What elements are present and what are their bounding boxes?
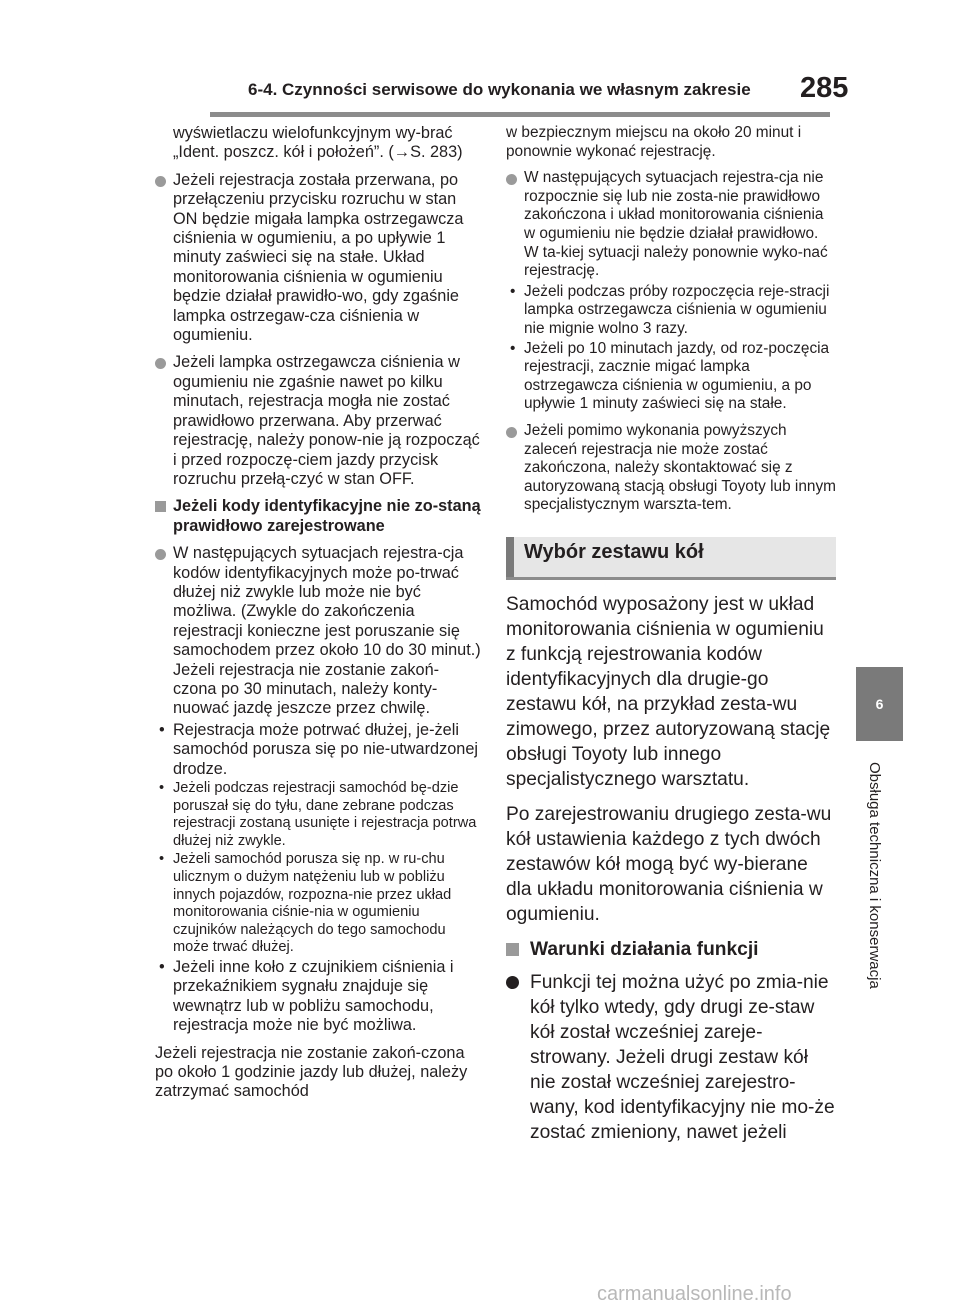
bullet-dot-icon: • [159,957,165,976]
bullet-dot-icon: • [159,851,165,868]
bullet-item [155,958,481,1036]
circle-bullet-icon [506,976,519,989]
chapter-tab[interactable] [856,667,903,741]
page-header-title: 6-4. Czynności serwisowe do wykonania we własnym zakresie [248,80,751,99]
paragraph-text: Jeżeli lampka ostrzegawcza ciśnienia w ogumieniu nie zgaśnie nawet po kilku minutach, rejestracja mogła nie zostać prawidłowo przerwana. Aby przerwać rejestrację, należy ponow-nie ją rozpocząć i przed rozpoczę-ciem jazdy przycisk rozruchu przełą-czyć w stan OFF. [173,353,480,488]
dot-paragraph [506,169,836,281]
square-bullet-icon [506,943,519,956]
chapter-side-label: Obsługa techniczna i konserwacja [866,762,883,989]
section-title-box [506,537,836,580]
paragraph-text: Jeżeli pomimo wykonania powyższych zaleceń rejestracja nie może zostać zakończona, należy skontaktować się z autoryzowaną stacją obsługi Toyoty lub innym specjalistycznym warszta-tem. [524,421,836,514]
left-column [155,124,481,1110]
chapter-tab-number: 6 [875,696,884,712]
bullet-item [155,851,481,957]
bullet-text: Rejestracja może potrwać dłużej, je-żeli samochód porusza się po nie-utwardzonej drodze. [173,720,478,778]
subsection-heading [155,497,481,536]
right-column [506,124,836,1145]
circle-bullet-icon [155,358,166,369]
header-rule [210,112,830,117]
bullet-text: Jeżeli podczas rejestracji samochód bę-dzie poruszał się do tyłu, dane zebrane podczas rejestracji zostaną usunięte i rejestracja potrwa dłużej niż zwykle. [173,780,477,849]
paragraph-continuation: Jeżeli rejestracja nie zostanie zakoń-czona po 30 minutach, należy konty-nuować jazdę jeszcze przez chwilę. [173,660,440,718]
watermark: carmanualsonline.info [597,1283,792,1305]
bullet-item [506,283,836,339]
subsection-heading [506,937,836,962]
paragraph-text: W następujących sytuacjach rejestra-cja kodów identyfikacyjnych może po-trwać dłużej niż zwykle lub może nie być możliwa. (Zwykle do zakończenia rejestracji konieczne jest poruszanie się samochodem przez około 10 do 30 minut.) [173,544,481,660]
bullet-item [155,780,481,850]
paragraph-text: Funkcji tej można użyć po zmia-nie kół tylko wtedy, gdy drugi ze-staw kół został wcześniej zareje-strowany. Jeżeli drugi zestaw kół nie został wcześniej zarejestro-wany, kod identyfikacyjny nie mo-że zostać zmieniony, nawet jeżeli [530,971,835,1143]
dot-paragraph [506,970,836,1145]
dot-paragraph [506,422,836,515]
bullet-text: Jeżeli inne koło z czujnikiem ciśnienia i przekaźnikiem sygnału znajduje się wewnątrz lub w pobliżu samochodu, rejestracja może nie być możliwa. [173,957,454,1035]
page-number: 285 [800,72,849,104]
paragraph-text: Jeżeli rejestracja została przerwana, po przełączeniu przycisku rozruchu w stan ON będzie migała lampka ostrzegawcza ciśnienia w ogumieniu, a po upływie 1 minuty zaświeci się na stałe. Układ monitorowania ciśnienia w ogumieniu będzie działał prawidło-wo, gdy zgaśnie lampka ostrzegaw-cza ciśnienia w ogumieniu. [173,170,464,345]
bullet-dot-icon: • [159,720,165,739]
paragraph-text: W następujących sytuacjach rejestra-cja nie rozpocznie się lub nie zosta-nie prawidłowo zakończona i układ monitorowania ciśnienia w ogumieniu nie będzie działał prawidłowo. W ta-kiej sytuacji należy ponownie wyko-nać rejestrację. [524,169,828,280]
dot-paragraph [155,171,481,346]
subsection-heading-text: Jeżeli kody identyfikacyjne nie zo-staną prawidłowo zarejestrowane [173,497,481,535]
dot-paragraph [155,353,481,489]
continued-paragraph: w bezpiecznym miejscu na około 20 minut i ponownie wykonać rejestrację. [506,124,802,160]
continued-paragraph: wyświetlaczu wielofunkcyjnym wy-brać „Ident. poszcz. kół i położeń”. (→S. 283) [173,124,463,162]
bullet-text: Jeżeli podczas próby rozpoczęcia reje-stracji lampka ostrzegawcza ciśnienia w ogumieniu nie mignie wolno 3 razy. [524,282,830,337]
closing-paragraph: Jeżeli rejestracja nie zostanie zakoń-czona po około 1 godzinie jazdy lub dłużej, należy zatrzymać samochód [155,1043,468,1101]
body-paragraph: Po zarejestrowaniu drugiego zesta-wu kół ustawienia każdego z tych dwóch zestawów kół mogą być wy-bierane dla układu monitorowania ciśnienia w ogumieniu. [506,803,832,925]
section-title: Wybór zestawu kół [524,540,704,563]
subsection-heading-text: Warunki działania funkcji [530,938,759,960]
bullet-item [155,721,481,779]
circle-bullet-icon [506,174,517,185]
bullet-dot-icon: • [159,780,165,796]
body-paragraph: Samochód wyposażony jest w układ monitorowania ciśnienia w ogumieniu z funkcją rejestrowania kodów identyfikacyjnych dla drugie-go zestawu kół, na przykład zesta-wu zimowego, przez autoryzowaną stację obsługi Toyoty lub innego specjalistycznego warsztatu. [506,593,831,790]
dot-paragraph [155,544,481,660]
circle-bullet-icon [155,176,166,187]
bullet-text: Jeżeli samochód porusza się np. w ru-chu ulicznym o dużym natężeniu lub w pobliżu innych pojazdów, rozpozna-nie przez układ monitorowania ciśnie-nia w ogumieniu czujników należących do tego samochodu może trwać dłużej. [173,851,452,956]
bullet-dot-icon: • [510,282,516,300]
square-bullet-icon [155,501,166,512]
bullet-item [506,340,836,414]
bullet-dot-icon: • [510,339,516,357]
circle-bullet-icon [506,427,517,438]
circle-bullet-icon [155,549,166,560]
bullet-text: Jeżeli po 10 minutach jazdy, od roz-poczęcia rejestracji, zacznie migać lampka ostrzegawcza ciśnienia w ogumieniu, a po upływie 1 minuty zaświeci się na stałe. [524,339,830,413]
section-title-bar [506,537,514,577]
